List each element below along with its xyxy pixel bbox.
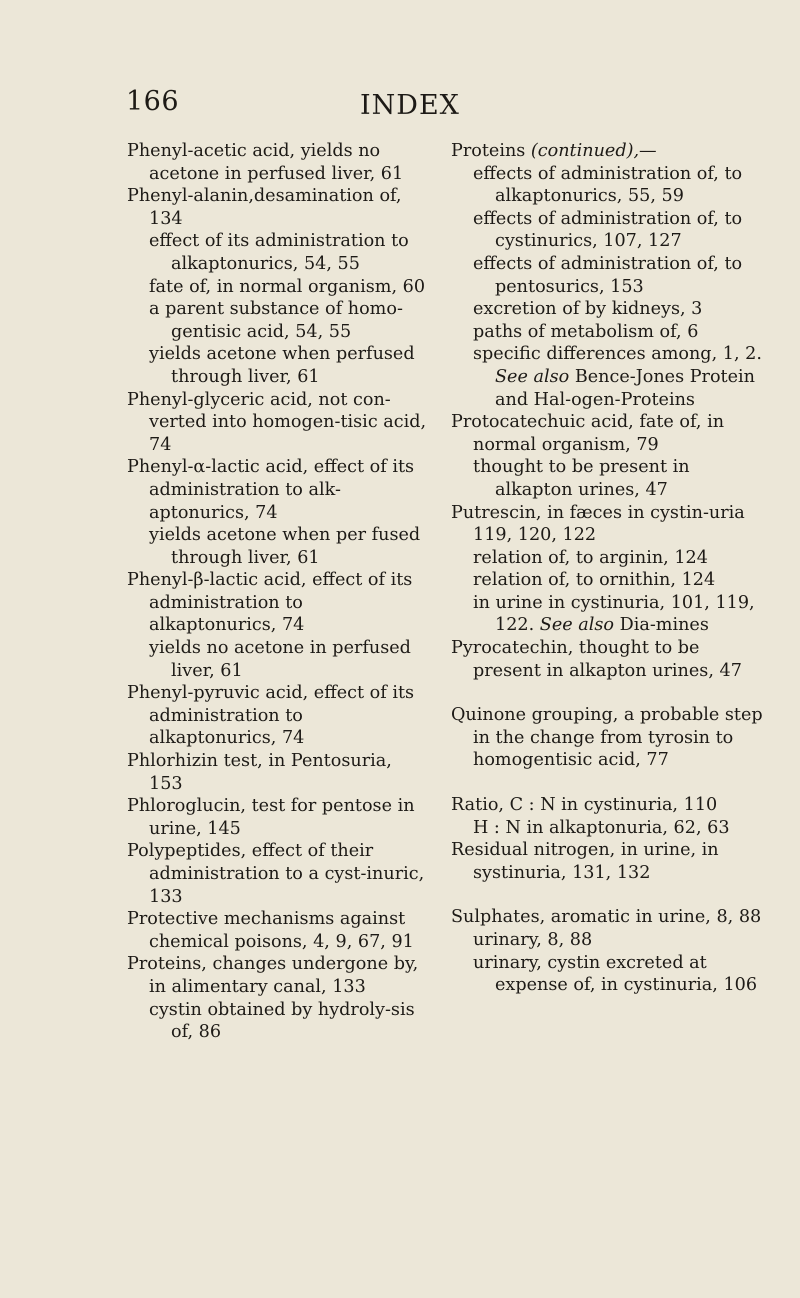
subentry-text: specific differences among, 1, 2. bbox=[473, 344, 762, 365]
index-entry-phlorhizin: Phlorhizin test, in Pentosuria, 153 bbox=[127, 751, 392, 794]
index-subentry-urine bbox=[451, 592, 771, 637]
index-subentry: paths of metabolism of, 6 bbox=[473, 321, 699, 342]
entry-head: Proteins bbox=[451, 141, 526, 161]
index-subentry: thought to be present in alkapton urines, 47 bbox=[473, 457, 690, 500]
index-entry-pyrocatechin: Pyrocatechin, thought to be present in alkapton urines, 47 bbox=[451, 638, 742, 681]
index-subentry: H : N in alkaptonuria, 62, 63 bbox=[473, 817, 730, 838]
index-entry-phloroglucin: Phloroglucin, test for pentose in urine, 145 bbox=[127, 796, 415, 839]
index-subentry: a parent substance of homo-gentisic acid, 54, 55 bbox=[149, 299, 403, 342]
index-entry-protocatechuic: Protocatechuic acid, fate of, in normal organism, 79 bbox=[451, 412, 725, 455]
index-entry-proteins: Proteins, changes undergone by, in alimentary canal, 133 bbox=[127, 954, 419, 997]
see-also-label: See also bbox=[495, 366, 570, 387]
index-entry-putrescin: Putrescin, in fæces in cystin-uria 119, 120, 122 bbox=[451, 502, 745, 546]
index-entry-residual-nitrogen: Residual nitrogen, in urine, in systinuria, 131, 132 bbox=[451, 840, 719, 883]
index-subentry: urinary, cystin excreted at expense of, in cystinuria, 106 bbox=[473, 952, 758, 996]
subentry-text: in urine in cystinuria, 101, 119, 122. bbox=[473, 592, 755, 636]
index-subentry: effect of its administration to alkaptonurics, 54, 55 bbox=[149, 231, 409, 274]
index-subentry: excretion of by kidneys, 3 bbox=[473, 299, 703, 320]
index-entry-phenyl-beta-lactic: Phenyl-β-lactic acid, effect of its administration to alkaptonurics, 74 bbox=[127, 570, 413, 636]
dash: — bbox=[639, 141, 657, 161]
index-subentry: fate of, in normal organism, 60 bbox=[149, 276, 426, 297]
index-entry-sulphates: Sulphates, aromatic in urine, 8, 88 bbox=[451, 907, 762, 928]
index-subentry: yields acetone when perfused through liver, 61 bbox=[149, 344, 415, 387]
index-entry-phenyl-acetic: Phenyl-acetic acid, yields no acetone in perfused liver, 61 bbox=[127, 141, 404, 184]
right-column bbox=[451, 140, 771, 997]
index-entry-protective: Protective mechanisms against chemical poisons, 4, 9, 67, 91 bbox=[127, 909, 414, 952]
index-subentry: yields acetone when per fused through liver, 61 bbox=[149, 525, 421, 568]
index-entry-polypeptides: Polypeptides, effect of their administration to a cyst-inuric, 133 bbox=[127, 841, 425, 907]
index-entry-ratio: Ratio, C : N in cystinuria, 110 bbox=[451, 795, 718, 816]
index-subentry: effects of administration of, to cystinurics, 107, 127 bbox=[473, 208, 743, 252]
index-subentry-specific bbox=[451, 343, 771, 411]
index-entry-phenyl-alanin: Phenyl-alanin,desamination of, 134 bbox=[127, 186, 402, 229]
index-subentry: urinary, 8, 88 bbox=[473, 930, 593, 950]
index-subentry: relation of, to arginin, 124 bbox=[473, 547, 708, 568]
index-entry-proteins-continued bbox=[451, 140, 771, 163]
index-entry-phenyl-glyceric: Phenyl-glyceric acid, not con-verted into homogen-tisic acid, 74 bbox=[127, 389, 427, 455]
index-entry-phenyl-pyruvic: Phenyl-pyruvic acid, effect of its administration to alkaptonurics, 74 bbox=[127, 683, 415, 749]
index-subentry: effects of administration of, to alkaptonurics, 55, 59 bbox=[473, 163, 743, 207]
index-entry-quinone: Quinone grouping, a probable step in the change from tyrosin to homogentisic acid, 77 bbox=[451, 705, 763, 771]
index-subentry: effects of administration of, to pentosurics, 153 bbox=[473, 253, 743, 297]
see-also-label: See also bbox=[539, 615, 614, 636]
cross-reference: Dia-mines bbox=[619, 615, 709, 636]
continued-label: (continued), bbox=[530, 141, 640, 161]
cross-reference: Bence-Jones Protein and Hal-ogen-Proteins bbox=[495, 366, 755, 410]
index-subentry: relation of, to ornithin, 124 bbox=[473, 570, 716, 591]
page-title: INDEX bbox=[360, 90, 460, 121]
index-subentry: cystin obtained by hydroly-sis of, 86 bbox=[149, 999, 415, 1043]
page-number: 166 bbox=[126, 86, 180, 117]
index-subentry: yields no acetone in perfused liver, 61 bbox=[149, 638, 411, 681]
index-entry-phenyl-alpha-lactic: Phenyl-α-lactic acid, effect of its administration to alk-aptonurics, 74 bbox=[127, 457, 415, 523]
left-column bbox=[127, 140, 427, 1044]
